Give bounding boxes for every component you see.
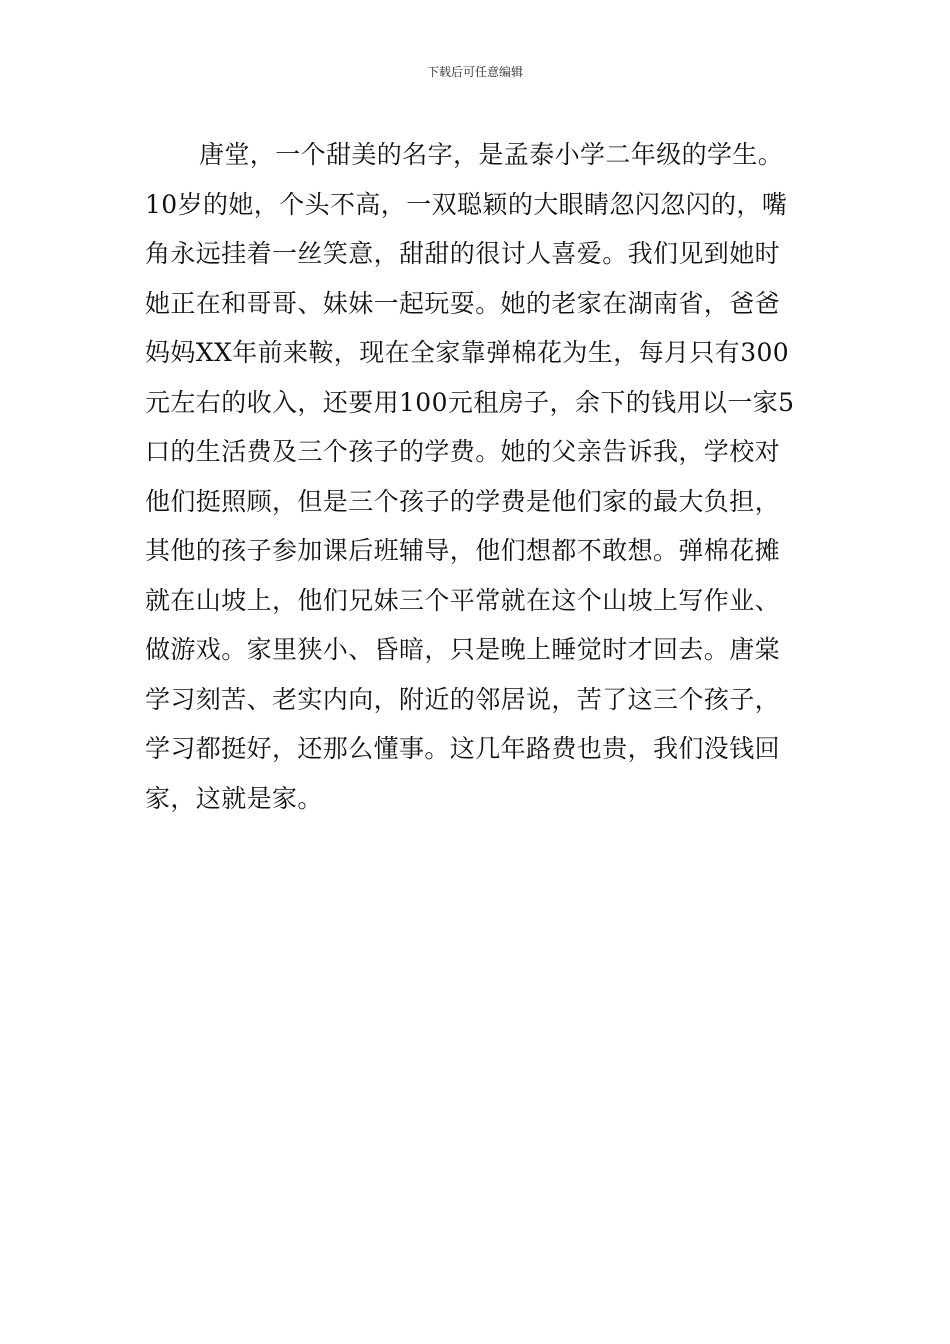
paragraph-line: 他们挺照顾，但是三个孩子的学费是他们家的最大负担， [145, 486, 781, 516]
page-header: 下载后可任意编辑 [426, 65, 523, 79]
paragraph-line: 做游戏。家里狭小、昏暗，只是晚上睡觉时才回去。唐棠 [145, 635, 781, 664]
paragraph-line: 角永远挂着一丝笑意，甜甜的很讨人喜爱。我们见到她时 [145, 239, 781, 268]
paragraph-line: 她正在和哥哥、妹妹一起玩耍。她的老家在湖南省，爸爸 [145, 288, 781, 318]
paragraph-line: 口的生活费及三个孩子的学费。她的父亲告诉我，学校对 [145, 437, 781, 466]
paragraph-line: 唐堂，一个甜美的名字，是孟泰小学二年级的学生。 [199, 140, 784, 169]
paragraph-line: 学习刻苦、老实内向，附近的邻居说，苦了这三个孩子， [145, 684, 781, 714]
paragraph-line: 10岁的她，个头不高，一双聪颖的大眼睛忽闪忽闪的，嘴 [145, 189, 788, 219]
paragraph-line: 家，这就是家。 [145, 783, 323, 813]
paragraph-line: 妈妈XX年前来鞍，现在全家靠弹棉花为生，每月只有300 [145, 338, 790, 367]
paragraph-line: 学习都挺好，还那么懂事。这几年路费也贵，我们没钱回 [145, 734, 781, 763]
paragraph-line: 其他的孩子参加课后班辅导，他们想都不敢想。弹棉花摊 [145, 536, 781, 565]
body-paragraph [145, 130, 845, 823]
paragraph-line: 元左右的收入，还要用100元租房子，余下的钱用以一家5 [145, 387, 795, 417]
paragraph-line: 就在山坡上，他们兄妹三个平常就在这个山坡上写作业、 [145, 585, 781, 615]
